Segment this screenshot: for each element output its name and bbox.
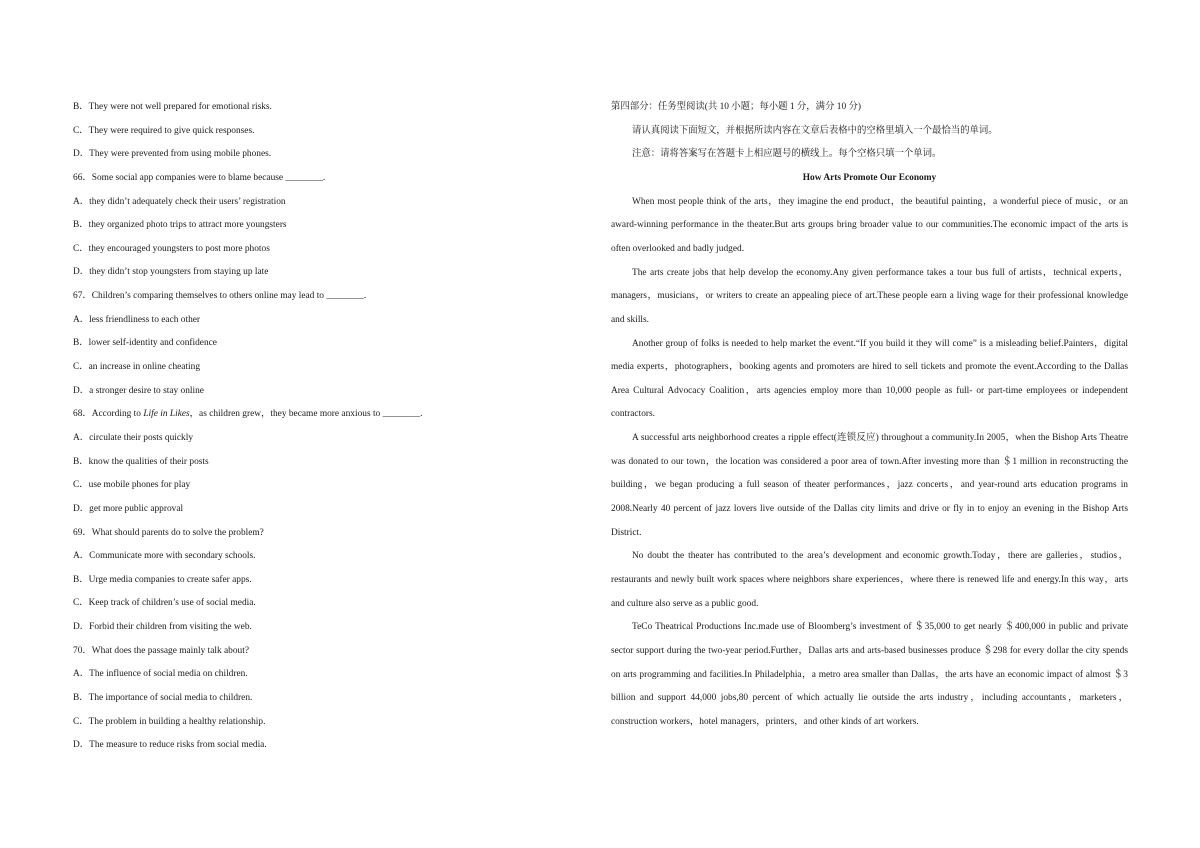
passage-paragraph-3: Another group of folks is needed to help market the event.“If you build it they will come” is a misleading belief.Painters，digital media experts，photographers，booking agents and promoters are hired to sell tickets and promote the event.According to the Dallas Area Cultural Advocacy Coalition，arts agencies employ more than 10,000 people as full- or part-time employees or independent contractors. [611,338,1128,420]
q65-option-c: C．They were required to give quick responses. [73,125,255,136]
q67-option-b: B．lower self-identity and confidence [73,338,217,349]
passage-paragraph-4: A successful arts neighborhood creates a ripple effect(连锁反应) throughout a community.In 2005，when the Bishop Arts Theatre was donated to our town，the location was considered a poor area of town.After investing more than ＄1 million in reconstructing the building，we began producing a full season of theater performances，jazz concerts，and year-round arts education programs in 2008.Nearly 40 percent of jazz lovers live outside of the Dallas city limits and drive or fly in to enjoy an evening in the Bishop Arts District. [611,433,1128,538]
q70-option-c: C．The problem in building a healthy relationship. [73,716,266,727]
q66-option-c: C．they encouraged youngsters to post more photos [73,243,270,254]
q67-option-c: C．an increase in online cheating [73,362,201,373]
q70-stem: 70．What does the passage mainly talk about? [73,645,249,656]
q66-stem: 66．Some social app companies were to blame because ________. [73,172,326,183]
section-four-title: 第四部分：任务型阅读(共 10 小题；每小题 1 分，满分 10 分) [611,102,861,112]
right-column-task-reading [611,96,1128,735]
q66-option-d: D．they didn’t stop youngsters from staying up late [73,267,269,278]
q65-option-b: B．They were not well prepared for emotional risks. [73,102,272,112]
q65-option-d: D．They were prevented from using mobile phones. [73,149,272,160]
q69-stem: 69．What should parents do to solve the problem? [73,527,264,538]
q69-option-a: A．Communicate more with secondary schools. [73,551,256,562]
passage-paragraph-2: The arts create jobs that help develop the economy.Any given performance takes a tour bus full of artists，technical experts，managers，musicians，or writers to create an appealing piece of art.These people earn a living wage for their professional knowledge and skills. [611,267,1128,325]
q69-option-b: B．Urge media companies to create safer apps. [73,574,252,585]
q69-option-d: D．Forbid their children from visiting the web. [73,622,252,633]
q67-option-a: A．less friendliness to each other [73,314,201,325]
q67-option-d: D．a stronger desire to stay online [73,385,204,396]
passage-paragraph-6: TeCo Theatrical Productions Inc.made use of Bloomberg’s investment of ＄35,000 to get nearly ＄400,000 in public and private sector support during the two-year period.Further，Dallas arts and arts-based businesses produce ＄298 for every dollar the city spends on arts programming and facilities.In Philadelphia，a metro area smaller than Dallas，the arts have an economic impact of almost ＄3 billion and support 44,000 jobs,80 percent of which actually lie outside the arts industry，including accountants，marketers，construction workers，hotel managers，printers，and other kinds of art workers. [611,622,1128,727]
q66-option-b: B．they organized photo trips to attract more youngsters [73,220,287,231]
instruction-line-1: 请认真阅读下面短文，并根据所读内容在文章后表格中的空格里填入一个最恰当的单词。 [632,125,998,136]
q67-stem: 67．Children’s comparing themselves to others online may lead to ________. [73,291,367,302]
q68-option-d: D．get more public approval [73,503,184,514]
q70-option-b: B．The importance of social media to children. [73,693,253,704]
q66-option-a: A．they didn’t adequately check their users’ registration [73,196,286,207]
left-column-questions [73,96,543,758]
passage-paragraph-1: When most people think of the arts，they imagine the end product，the beautiful painting，a wonderful piece of music，or an award-winning performance in the theater.But arts groups bring broader value to our communities.The economic impact of the arts is often overlooked and badly judged. [611,196,1128,254]
q70-option-d: D．The measure to reduce risks from social media. [73,740,267,751]
passage-paragraph-5: No doubt the theater has contributed to the area’s development and economic growth.Today，there are galleries，studios，restaurants and newly built work spaces where neighbors share experiences，where there is renewed life and energy.In this way，arts and culture also serve as a public good. [611,551,1128,609]
passage-title: How Arts Promote Our Economy [802,172,937,183]
q70-option-a: A．The influence of social media on children. [73,669,248,680]
q69-option-c: C．Keep track of children’s use of social media. [73,598,256,609]
q68-stem-suffix: ，as children grew，they became more anxious to ________. [189,409,423,420]
q68-option-b: B．know the qualities of their posts [73,456,209,467]
q68-stem [73,403,543,427]
q68-stem-book-title: Life in Likes [143,409,190,420]
instruction-line-2: 注意：请将答案写在答题卡上相应题号的横线上。每个空格只填一个单词。 [632,149,942,160]
q68-option-a: A．circulate their posts quickly [73,432,194,443]
q68-option-c: C．use mobile phones for play [73,480,191,491]
q68-stem-prefix: 68．According to [73,409,144,420]
